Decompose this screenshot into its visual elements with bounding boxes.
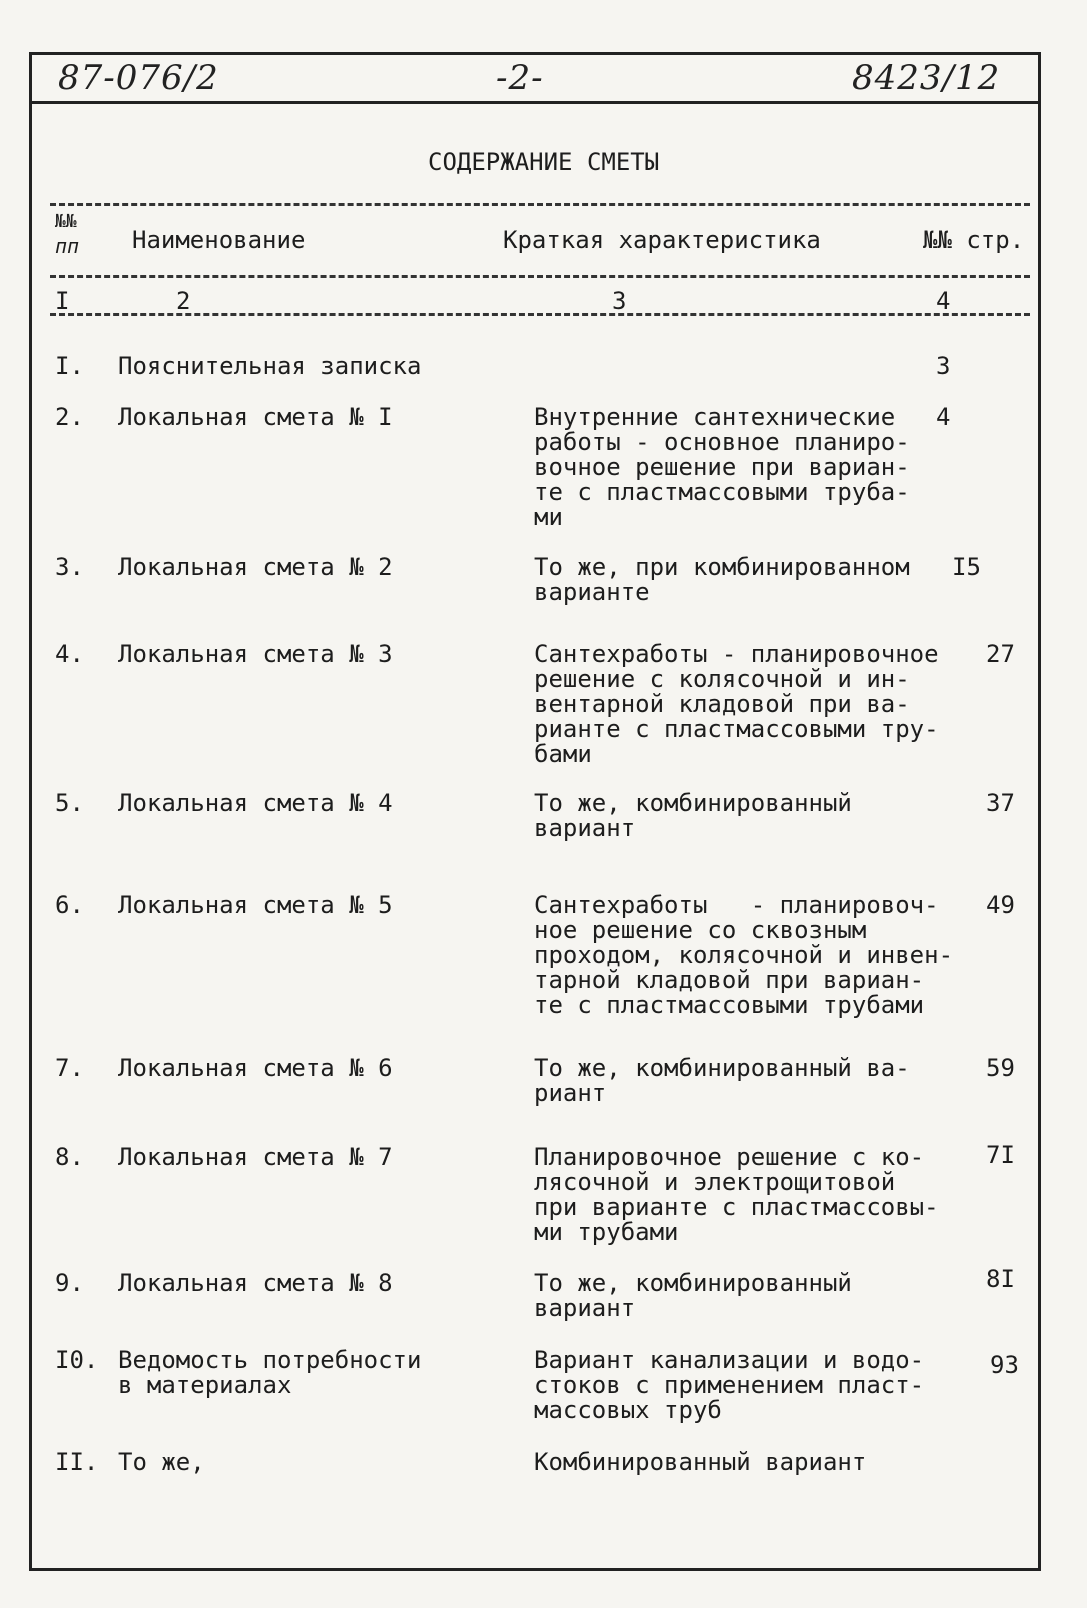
col-num-header-line2: пп: [55, 234, 80, 258]
row-6-page: 49: [986, 891, 1015, 919]
row-7-name: Локальная смета № 6: [118, 1054, 393, 1082]
col-num-header-line1: №№: [55, 211, 77, 232]
row-10-number: I0.: [55, 1346, 99, 1374]
row-7-description: То же, комбинированный ва- риант: [534, 1054, 910, 1107]
row-7-number: 7.: [55, 1054, 84, 1082]
row-1-page: 3: [936, 352, 951, 380]
row-10-page: 93: [990, 1351, 1019, 1379]
row-9-description: То же, комбинированный вариант: [534, 1269, 852, 1322]
page-marker: -2-: [496, 58, 544, 98]
row-2-number: 2.: [55, 403, 84, 431]
row-11-name: То же,: [118, 1448, 205, 1476]
row-3-name: Локальная смета № 2: [118, 553, 393, 581]
row-1-number: I.: [55, 352, 84, 380]
col-index-3: 3: [612, 287, 627, 315]
doc-code-left: 87-076/2: [58, 58, 219, 98]
row-8-page: 7I: [986, 1141, 1015, 1169]
row-6-number: 6.: [55, 891, 84, 919]
table-rule-mid: [50, 275, 1030, 278]
row-7-page: 59: [986, 1054, 1015, 1082]
row-1-name: Пояснительная записка: [118, 352, 422, 380]
row-4-name: Локальная смета № 3: [118, 640, 393, 668]
doc-code-right: 8423/12: [852, 58, 1001, 98]
col-index-4: 4: [936, 287, 951, 315]
col-index-1: I: [55, 287, 70, 315]
header-rule: [29, 101, 1041, 104]
row-3-number: 3.: [55, 553, 84, 581]
row-4-description: Сантехработы - планировочное решение с колясочной и ин- вентарной кладовой при ва- рианте с пластмассовыми тру- бами: [534, 640, 939, 768]
row-8-description: Планировочное решение с ко- лясочной и электрощитовой при варианте с пластмассовы- ми трубами: [534, 1143, 939, 1246]
row-5-name: Локальная смета № 4: [118, 789, 393, 817]
row-6-name: Локальная смета № 5: [118, 891, 393, 919]
col-desc-header: Краткая характеристика: [503, 226, 821, 254]
row-8-number: 8.: [55, 1143, 84, 1171]
col-index-2: 2: [176, 287, 191, 315]
row-9-page: 8I: [986, 1265, 1015, 1293]
row-11-description: Комбинированный вариант: [534, 1448, 867, 1476]
row-3-description: То же, при комбинированном варианте: [534, 553, 910, 606]
col-name-header: Наименование: [132, 226, 306, 254]
table-rule-bottom: [50, 313, 1030, 316]
row-6-description: Сантехработы - планировоч- ное решение со сквозным проходом, колясочной и инвен- тарной кладовой при вариан- те с пластмассовыми трубами: [534, 891, 954, 1019]
table-rule-top: [50, 203, 1030, 206]
page-title: СОДЕРЖАНИЕ СМЕТЫ: [428, 148, 660, 176]
row-3-page: I5: [952, 553, 981, 581]
row-10-name: Ведомость потребности в материалах: [118, 1346, 422, 1399]
row-10-description: Вариант канализации и водо- стоков с применением пласт- массовых труб: [534, 1346, 925, 1424]
row-9-name: Локальная смета № 8: [118, 1269, 393, 1297]
row-2-page: 4: [936, 403, 951, 431]
row-4-page: 27: [986, 640, 1015, 668]
row-11-number: II.: [55, 1448, 99, 1476]
col-page-header: №№ стр.: [923, 226, 1025, 254]
row-2-description: Внутренние сантехнические работы - основное планиро- вочное решение при вариан- те с пластмассовыми труба- ми: [534, 403, 910, 531]
row-5-description: То же, комбинированный вариант: [534, 789, 852, 842]
row-4-number: 4.: [55, 640, 84, 668]
row-9-number: 9.: [55, 1269, 84, 1297]
row-8-name: Локальная смета № 7: [118, 1143, 393, 1171]
row-5-page: 37: [986, 789, 1015, 817]
row-5-number: 5.: [55, 789, 84, 817]
row-2-name: Локальная смета № I: [118, 403, 393, 431]
